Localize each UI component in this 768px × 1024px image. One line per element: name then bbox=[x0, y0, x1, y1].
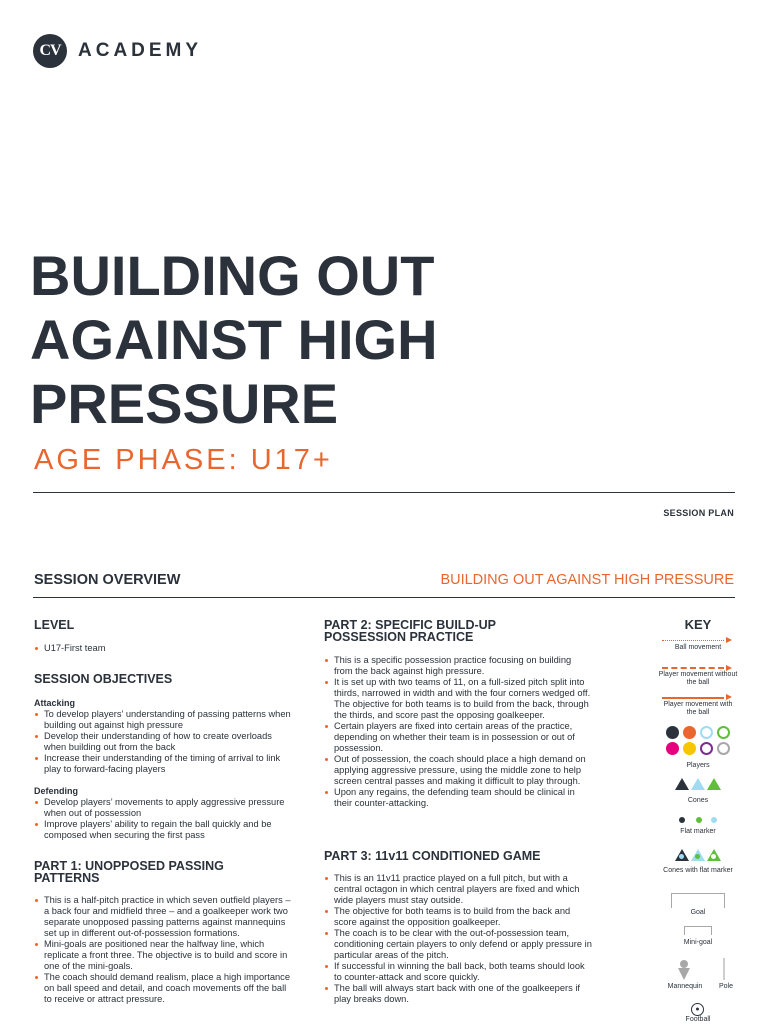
cone-green-icon bbox=[707, 778, 721, 790]
title-divider bbox=[33, 492, 735, 493]
player-dot-orange bbox=[683, 726, 696, 739]
key-heading: KEY bbox=[684, 617, 712, 632]
cones-label: Cones bbox=[687, 797, 709, 804]
player-dot-lightblue bbox=[700, 726, 713, 739]
session-plan-label: SESSION PLAN bbox=[663, 508, 734, 518]
pole-icon bbox=[723, 958, 725, 980]
list-item: The coach should demand realism, place a high importance on ball speed and detail, and coach movements off the ball to receive or attract pressure. bbox=[34, 972, 296, 1005]
flat-marker-lightblue-icon bbox=[711, 817, 717, 823]
attacking-list bbox=[34, 709, 296, 775]
football-icon: ● bbox=[691, 1003, 704, 1016]
overview-subtitle: BUILDING OUT AGAINST HIGH PRESSURE bbox=[440, 572, 734, 588]
defending-list bbox=[34, 797, 296, 841]
player-movement-without-label: Player movement without the ball bbox=[658, 671, 738, 686]
age-phase: AGE PHASE: U17+ bbox=[34, 444, 333, 476]
goal-label: Goal bbox=[690, 909, 706, 916]
mini-goal-label: Mini-goal bbox=[683, 939, 713, 946]
ball-movement-label: Ball movement bbox=[674, 644, 722, 651]
page-title bbox=[30, 244, 590, 436]
level-heading: LEVEL bbox=[34, 618, 75, 632]
part2-list bbox=[324, 655, 592, 809]
list-item: Mini-goals are positioned near the halfway line, which replicate a front three. The objective is to build and score in one of the mini-goals. bbox=[34, 939, 296, 972]
part3-list bbox=[324, 873, 592, 1005]
list-item: It is set up with two teams of 11, on a full-sized pitch split into thirds, narrowed in width and with the four corners wedged off. The objective for both teams is to build from the back, through the thirds, and score past the opposing goalkeeper. bbox=[324, 677, 592, 721]
attacking-heading: Attacking bbox=[34, 698, 76, 708]
cone-lightblue-icon bbox=[691, 778, 705, 790]
list-item: U17-First team bbox=[34, 643, 296, 654]
list-item: Improve players’ ability to regain the ball quickly and be composed when securing the first pass bbox=[34, 819, 296, 841]
objectives-heading: SESSION OBJECTIVES bbox=[34, 672, 173, 686]
mini-goal-icon bbox=[684, 926, 712, 935]
list-item: The ball will always start back with one of the goalkeepers if play breaks down. bbox=[324, 983, 592, 1005]
academy-wordmark: ACADEMY bbox=[78, 40, 203, 61]
cone-dark-icon bbox=[675, 778, 689, 790]
cones-with-flat-marker-label: Cones with flat marker bbox=[663, 867, 733, 874]
pole-label: Pole bbox=[718, 983, 733, 990]
football-label: Football bbox=[685, 1016, 711, 1023]
list-item: This is a specific possession practice focusing on building from the back against high pressure. bbox=[324, 655, 592, 677]
player-movement-with-label: Player movement with the ball bbox=[663, 701, 733, 716]
player-dot-green bbox=[717, 726, 730, 739]
player-dot-magenta bbox=[666, 742, 679, 755]
list-item: This is a half-pitch practice in which seven outfield players – a back four and midfield three – and a goalkeeper work two separate unopposed passing patterns against mannequins set up in different out-of-possession formations. bbox=[34, 895, 296, 939]
defending-heading: Defending bbox=[34, 786, 78, 796]
list-item: Develop players’ movements to apply aggressive pressure when out of possession bbox=[34, 797, 296, 819]
title-line-1: BUILDING OUT bbox=[30, 244, 435, 307]
list-item: The coach is to be clear with the out-of-possession team, conditioning certain players to only defend or apply pressure in particular areas of the pitch. bbox=[324, 928, 592, 961]
mannequin-label: Mannequin bbox=[667, 983, 703, 990]
flat-marker-label: Flat marker bbox=[680, 828, 716, 835]
title-line-3: PRESSURE bbox=[30, 372, 339, 435]
list-item: To develop players’ understanding of passing patterns when building out against high pressure bbox=[34, 709, 296, 731]
list-item: The objective for both teams is to build from the back and score against the opposition goalkeeper. bbox=[324, 906, 592, 928]
player-dot-grey bbox=[717, 742, 730, 755]
player-dot-yellow bbox=[683, 742, 696, 755]
level-list bbox=[34, 643, 296, 654]
goal-icon bbox=[671, 893, 725, 908]
flat-marker-green-icon bbox=[696, 817, 702, 823]
list-item: Increase their understanding of the timing of arrival to link play to forward-facing players bbox=[34, 753, 296, 775]
list-item: Develop their understanding of how to create overloads when building out from the back bbox=[34, 731, 296, 753]
cv-logo-mark: CV bbox=[33, 34, 67, 68]
part1-heading: PART 1: UNOPPOSED PASSING PATTERNS bbox=[34, 859, 224, 885]
part3-heading: PART 3: 11v11 CONDITIONED GAME bbox=[324, 849, 541, 863]
title-line-2: AGAINST HIGH bbox=[30, 308, 438, 371]
list-item: Certain players are fixed into certain areas of the practice, depending on whether their team is in possession or out of possession. bbox=[324, 721, 592, 754]
list-item: This is an 11v11 practice played on a full pitch, but with a central octagon in which central players are fixed and which wide players must stay outside. bbox=[324, 873, 592, 906]
overview-divider bbox=[33, 597, 735, 598]
players-label: Players bbox=[686, 762, 710, 769]
overview-title: SESSION OVERVIEW bbox=[34, 572, 181, 588]
list-item: Upon any regains, the defending team should be clinical in their counter-attacking. bbox=[324, 787, 592, 809]
part1-list bbox=[34, 895, 296, 1005]
flat-marker-dark-icon bbox=[679, 817, 685, 823]
player-dot-purple bbox=[700, 742, 713, 755]
player-dot-dark bbox=[666, 726, 679, 739]
list-item: If successful in winning the ball back, both teams should look to counter-attack and score quickly. bbox=[324, 961, 592, 983]
part2-heading: PART 2: SPECIFIC BUILD-UP POSSESSION PRACTICE bbox=[324, 618, 496, 644]
list-item: Out of possession, the coach should place a high demand on applying aggressive pressure, using the middle zone to help screen central passes and making it difficult to play through. bbox=[324, 754, 592, 787]
